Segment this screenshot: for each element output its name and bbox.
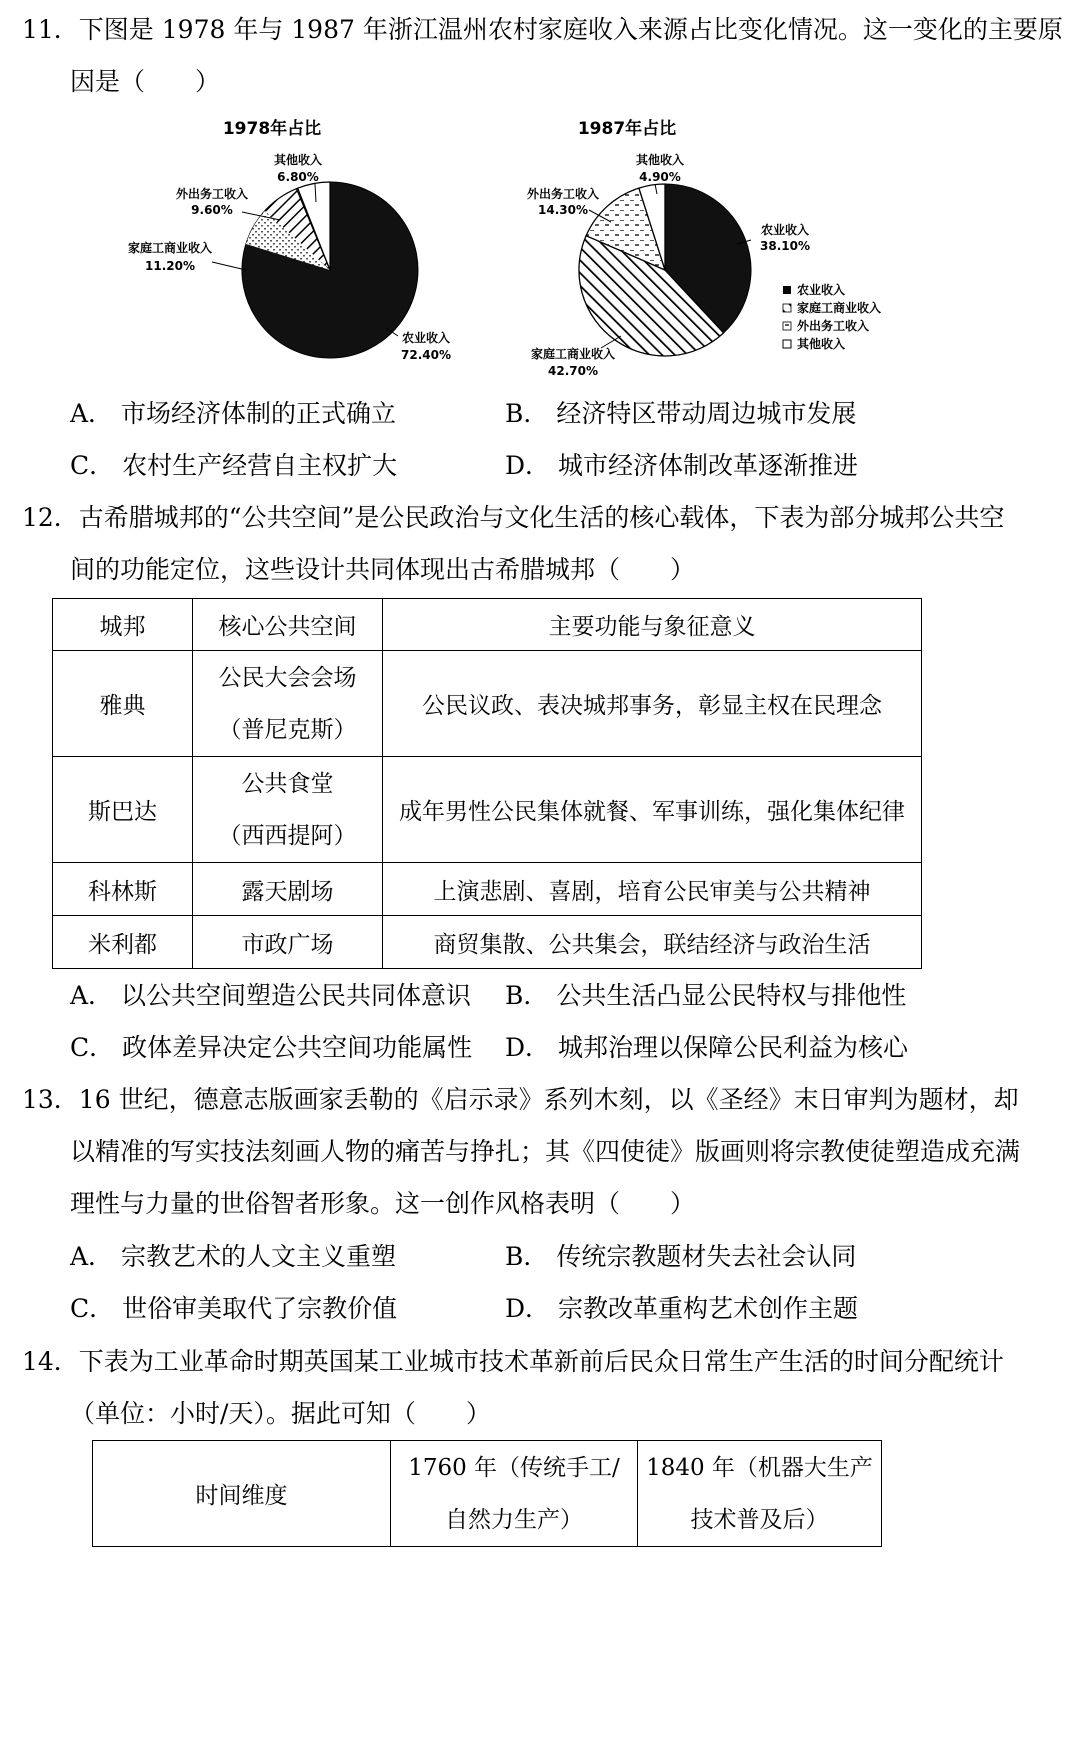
space-alias: （普尼克斯）	[218, 716, 357, 743]
pie-1978-title: 1978年占比	[222, 119, 322, 139]
q12-cell-func: 商贸集散、公共集会，联结经济与政治生活	[383, 916, 922, 969]
q12-cell-func: 上演悲剧、喜剧，培育公民审美与公共精神	[383, 863, 922, 916]
label-1978-home-name: 家庭工商业收入	[127, 241, 213, 255]
q14-stem-line2: （单位：小时/天）。据此可知（ ）	[70, 1399, 491, 1428]
q12-cell-city: 科林斯	[53, 863, 193, 916]
q12-header-city: 城邦	[53, 599, 193, 651]
q13-option-b[interactable]: B． 传统宗教题材失去社会认同	[505, 1242, 857, 1271]
pie-chart-1978	[120, 110, 540, 380]
legend-work: 外出务工收入	[797, 319, 870, 333]
label-1987-work-val: 14.30%	[538, 203, 588, 217]
label-1987-other-val: 4.90%	[639, 170, 681, 184]
label-1987-home-val: 42.70%	[548, 364, 598, 378]
legend-home: 家庭工商业收入	[797, 301, 882, 315]
q14-header-1840	[638, 1441, 882, 1547]
label-1978-home-val: 11.20%	[145, 259, 195, 273]
label-1987-home-name: 家庭工商业收入	[530, 347, 616, 361]
header-1760-line2: 自然力生产）	[445, 1506, 583, 1533]
q11-stem-line1: 11．下图是 1978 年与 1987 年浙江温州农村家庭收入来源占比变化情况。这一变化的主要原	[22, 15, 1063, 44]
q11-option-a[interactable]: A． 市场经济体制的正式确立	[70, 399, 397, 428]
q13-stem-line2: 以精准的写实技法刻画人物的痛苦与挣扎；其《四使徒》版画则将宗教使徒塑造成充满	[70, 1137, 1021, 1166]
label-1978-agri-val: 72.40%	[401, 348, 451, 362]
q12-option-b[interactable]: B． 公共生活凸显公民特权与排他性	[505, 981, 907, 1010]
q12-option-a[interactable]: A． 以公共空间塑造公民共同体意识	[70, 981, 472, 1010]
q12-header-func: 主要功能与象征意义	[383, 599, 922, 651]
q13-option-a[interactable]: A． 宗教艺术的人文主义重塑	[70, 1242, 397, 1271]
q11-option-d[interactable]: D． 城市经济体制改革逐渐推进	[505, 451, 858, 480]
q13-stem-line3: 理性与力量的世俗智者形象。这一创作风格表明（ ）	[70, 1189, 696, 1218]
label-1987-work-name: 外出务工收入	[526, 187, 600, 201]
pie-1987-title: 1987年占比	[577, 119, 677, 139]
header-1840-line1: 1840 年（机器大生产	[646, 1454, 873, 1481]
q12-cell-space: 市政广场	[193, 916, 383, 969]
label-1978-work-val: 9.60%	[191, 203, 233, 217]
q14-table	[92, 1440, 882, 1547]
q11-option-c[interactable]: C． 农村生产经营自主权扩大	[70, 451, 398, 480]
q12-stem-line1: 12．古希腊城邦的“公共空间”是公民政治与文化生活的核心载体，下表为部分城邦公共空	[22, 503, 1005, 532]
pie-chart-1987	[505, 110, 925, 380]
legend-other: 其他收入	[797, 337, 846, 351]
space-name: 公共食堂	[241, 770, 334, 797]
q13-stem-line1: 13．16 世纪，德意志版画家丢勒的《启示录》系列木刻，以《圣经》末日审判为题材，却	[22, 1085, 1019, 1114]
q11-stem-line2: 因是（ ）	[70, 67, 221, 96]
q12-cell-space	[193, 651, 383, 757]
table-row	[53, 651, 922, 757]
legend-1987	[783, 282, 881, 351]
q12-cell-city: 雅典	[53, 651, 193, 757]
q13-option-c[interactable]: C． 世俗审美取代了宗教价值	[70, 1294, 398, 1323]
header-1760-line1: 1760 年（传统手工/	[408, 1454, 620, 1481]
header-1840-line2: 技术普及后）	[690, 1506, 829, 1533]
label-1987-agri-name: 农业收入	[760, 223, 810, 237]
q12-cell-func: 公民议政、表决城邦事务，彰显主权在民理念	[383, 651, 922, 757]
table-row	[53, 916, 922, 969]
q12-cell-space	[193, 757, 383, 863]
label-1987-agri-val: 38.10%	[760, 239, 810, 253]
q12-option-c[interactable]: C． 政体差异决定公共空间功能属性	[70, 1033, 473, 1062]
label-1978-work-name: 外出务工收入	[175, 187, 249, 201]
q14-header-1760	[391, 1441, 638, 1547]
legend-agri: 农业收入	[797, 283, 846, 297]
q13-option-d[interactable]: D． 宗教改革重构艺术创作主题	[505, 1294, 858, 1323]
q14-stem-line1: 14．下表为工业革命时期英国某工业城市技术革新前后民众日常生产生活的时间分配统计	[22, 1347, 1004, 1376]
q11-option-b[interactable]: B． 经济特区带动周边城市发展	[505, 399, 857, 428]
q12-cell-city: 斯巴达	[53, 757, 193, 863]
q12-option-d[interactable]: D． 城邦治理以保障公民利益为核心	[505, 1033, 908, 1062]
table-row	[53, 757, 922, 863]
space-name: 公民大会会场	[218, 664, 357, 691]
table-row	[53, 863, 922, 916]
label-1978-other-name: 其他收入	[273, 153, 323, 167]
space-alias: （西西提阿）	[218, 822, 357, 849]
label-1978-other-val: 6.80%	[277, 170, 319, 184]
q12-cell-city: 米利都	[53, 916, 193, 969]
label-1987-other-name: 其他收入	[635, 153, 685, 167]
label-1978-agri-name: 农业收入	[401, 331, 451, 345]
q12-cell-func: 成年男性公民集体就餐、军事训练，强化集体纪律	[383, 757, 922, 863]
q12-header-space: 核心公共空间	[193, 599, 383, 651]
q12-table	[52, 598, 922, 969]
q14-header-dimension: 时间维度	[93, 1441, 391, 1547]
q12-cell-space: 露天剧场	[193, 863, 383, 916]
q12-stem-line2: 间的功能定位，这些设计共同体现出古希腊城邦（ ）	[70, 555, 696, 584]
